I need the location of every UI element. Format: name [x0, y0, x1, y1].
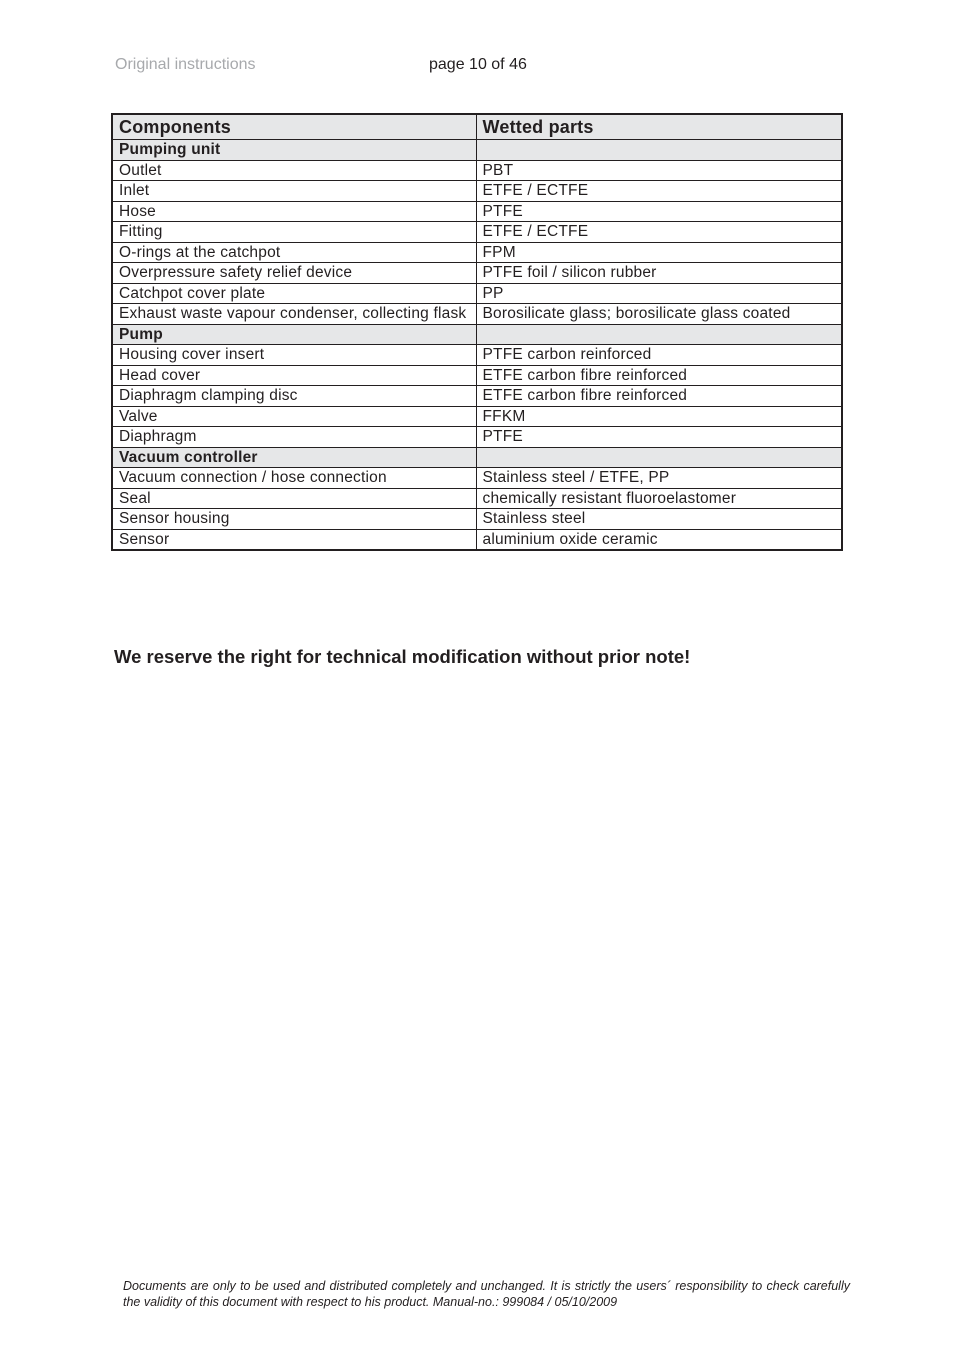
wetted-part-cell — [476, 447, 842, 468]
footer-disclaimer: Documents are only to be used and distributed completely and unchanged. It is strictly the users´ responsibility to check carefully the validity of this document with respect to his product. Manual-no.: 999084 / 05/10/2009 — [123, 1279, 850, 1309]
component-cell: Housing cover insert — [112, 345, 476, 366]
wetted-part-cell: ETFE carbon fibre reinforced — [476, 386, 842, 407]
component-cell: Diaphragm — [112, 427, 476, 448]
table-row — [112, 263, 842, 284]
table-row — [112, 242, 842, 263]
table-row — [112, 509, 842, 530]
section-title: Pumping unit — [112, 140, 476, 161]
modification-notice: We reserve the right for technical modification without prior note! — [114, 646, 691, 667]
column-header-components: Components — [112, 114, 476, 140]
wetted-part-cell: PTFE — [476, 201, 842, 222]
component-cell: Sensor — [112, 529, 476, 550]
component-cell: Catchpot cover plate — [112, 283, 476, 304]
wetted-part-cell: PP — [476, 283, 842, 304]
component-cell: O-rings at the catchpot — [112, 242, 476, 263]
wetted-part-cell: ETFE / ECTFE — [476, 181, 842, 202]
wetted-part-cell — [476, 140, 842, 161]
component-cell: Head cover — [112, 365, 476, 386]
table-row — [112, 406, 842, 427]
wetted-part-cell: ETFE / ECTFE — [476, 222, 842, 243]
table-row — [112, 488, 842, 509]
table-row — [112, 201, 842, 222]
wetted-part-cell — [476, 324, 842, 345]
table-row — [112, 160, 842, 181]
table-row — [112, 365, 842, 386]
table-row — [112, 304, 842, 325]
table-row — [112, 468, 842, 489]
component-cell: Valve — [112, 406, 476, 427]
component-cell: Overpressure safety relief device — [112, 263, 476, 284]
wetted-part-cell: FPM — [476, 242, 842, 263]
section-title: Vacuum controller — [112, 447, 476, 468]
component-cell: Diaphragm clamping disc — [112, 386, 476, 407]
wetted-part-cell: aluminium oxide ceramic — [476, 529, 842, 550]
table-section-row — [112, 447, 842, 468]
wetted-part-cell: PTFE foil / silicon rubber — [476, 263, 842, 284]
table-row — [112, 345, 842, 366]
component-cell: Vacuum connection / hose connection — [112, 468, 476, 489]
wetted-parts-table — [111, 113, 843, 551]
section-title: Pump — [112, 324, 476, 345]
component-cell: Fitting — [112, 222, 476, 243]
wetted-part-cell: ETFE carbon fibre reinforced — [476, 365, 842, 386]
table-header-row — [112, 114, 842, 140]
table-section-row — [112, 140, 842, 161]
component-cell: Outlet — [112, 160, 476, 181]
page-number: page 10 of 46 — [429, 56, 527, 73]
component-cell: Inlet — [112, 181, 476, 202]
wetted-part-cell: FFKM — [476, 406, 842, 427]
table-row — [112, 283, 842, 304]
wetted-part-cell: PTFE carbon reinforced — [476, 345, 842, 366]
table-row — [112, 222, 842, 243]
table-body — [112, 140, 842, 551]
component-cell: Sensor housing — [112, 509, 476, 530]
header-document-type: Original instructions — [115, 56, 256, 73]
table-header — [112, 114, 842, 140]
wetted-part-cell: Stainless steel / ETFE, PP — [476, 468, 842, 489]
wetted-part-cell: PBT — [476, 160, 842, 181]
table-section-row — [112, 324, 842, 345]
table-row — [112, 181, 842, 202]
table-row — [112, 427, 842, 448]
wetted-part-cell: chemically resistant fluoroelastomer — [476, 488, 842, 509]
table-row — [112, 386, 842, 407]
component-cell: Hose — [112, 201, 476, 222]
component-cell: Exhaust waste vapour condenser, collecting flask — [112, 304, 476, 325]
column-header-wetted-parts: Wetted parts — [476, 114, 842, 140]
wetted-part-cell: Stainless steel — [476, 509, 842, 530]
component-cell: Seal — [112, 488, 476, 509]
table-row — [112, 529, 842, 550]
wetted-part-cell: PTFE — [476, 427, 842, 448]
wetted-part-cell: Borosilicate glass; borosilicate glass coated — [476, 304, 842, 325]
